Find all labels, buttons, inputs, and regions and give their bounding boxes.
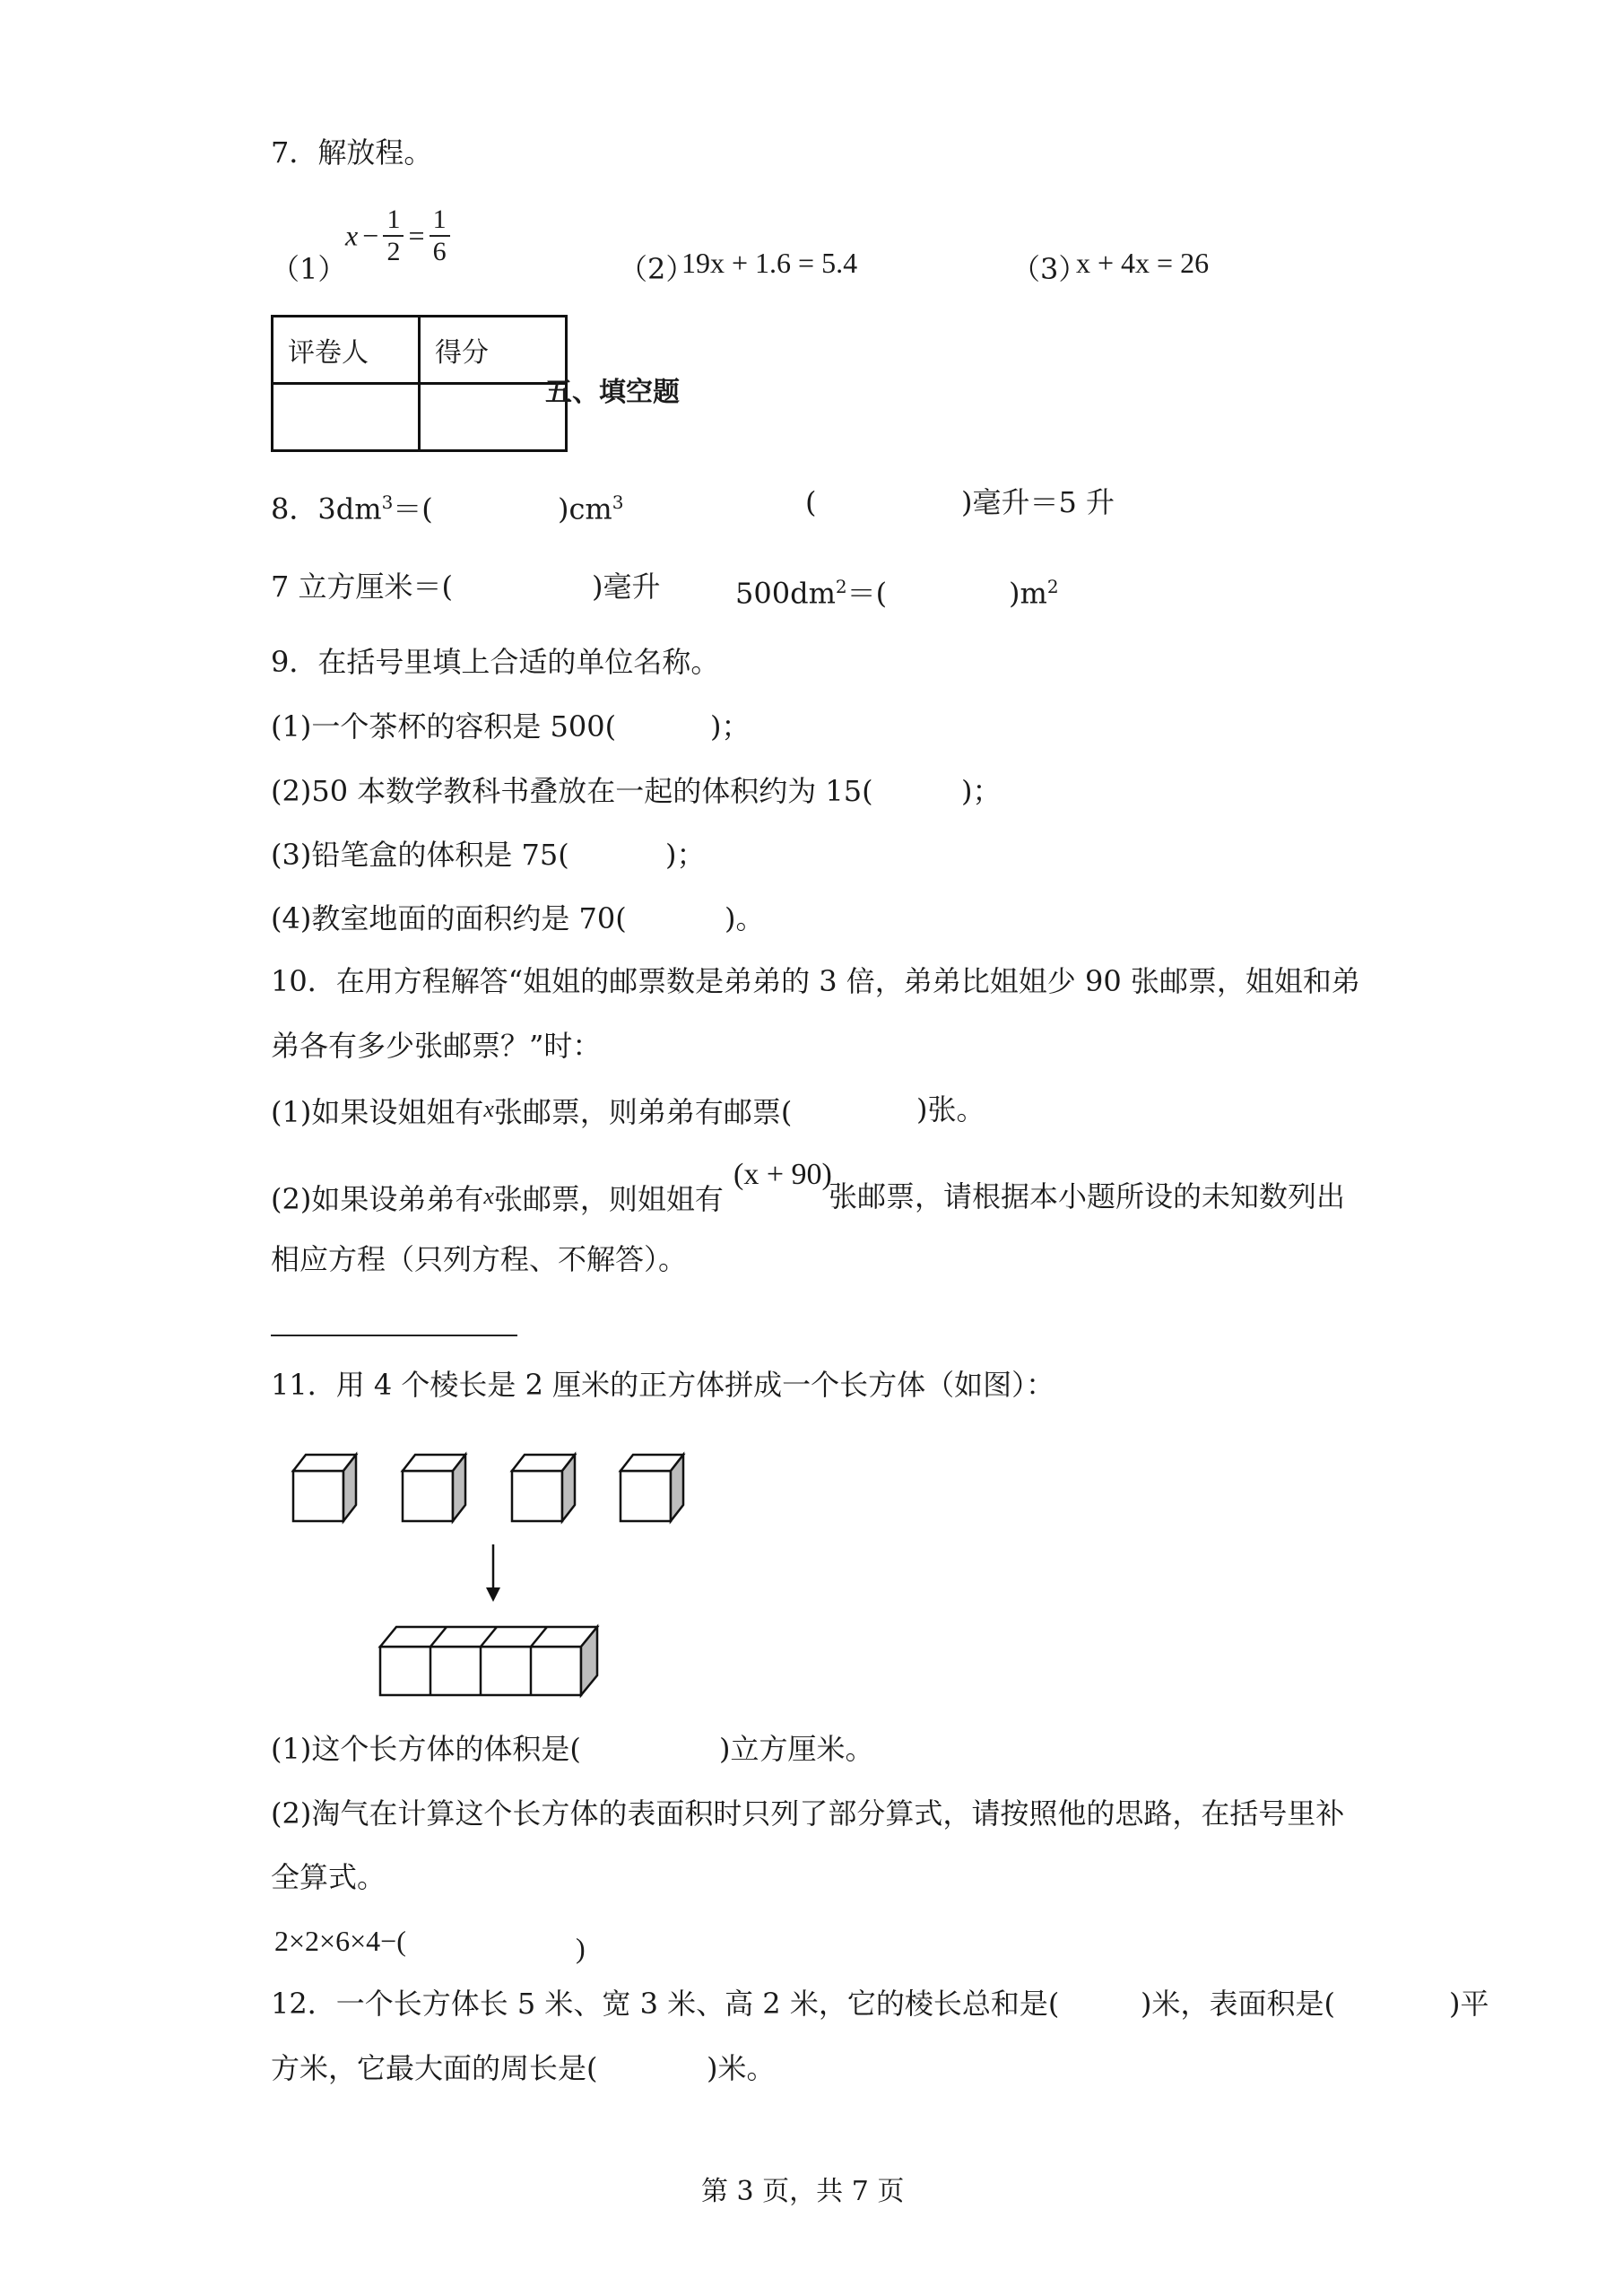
q7-part3-label: （3）	[1011, 252, 1088, 286]
q7-part3-equation: x + 4x = 26	[1076, 247, 1210, 279]
q10-sub-2-end: 张邮票，请根据本小题所设的未知数列出	[829, 1179, 1346, 1213]
q8-item-a-end: )$cm^3$	[558, 491, 624, 526]
q7-part1-label: （1）	[271, 252, 347, 286]
q10-sub-1-end: )张。	[916, 1092, 985, 1126]
q11-expression-end: )	[576, 1932, 586, 1964]
q7-part1-equation: x − $\frac{1}{2}$ = $\frac{1}{6}$	[345, 204, 450, 267]
cube-4	[621, 1455, 683, 1521]
q7-part2-label: （2）	[619, 252, 695, 286]
q11-sub-1: (1)这个长方体的体积是(	[271, 1732, 581, 1766]
grader-cell	[273, 384, 420, 451]
score-cell	[420, 384, 567, 451]
score-header: 得分	[420, 317, 567, 384]
q9-line-2-end: )；	[961, 774, 1002, 808]
cube-2	[403, 1455, 465, 1521]
q11-sub-2-line-1: (2)淘气在计算这个长方体的表面积时只列了部分算式，请按照他的思路，在括号里补	[271, 1796, 1345, 1831]
q9-line-2: (2)50 本数学教科书叠放在一起的体积约为 15(	[271, 774, 873, 808]
q9-title: 9．在括号里填上合适的单位名称。	[271, 645, 720, 679]
q7-part2-equation: 19x + 1.6 = 5.4	[681, 247, 858, 279]
section-title: 五、填空题	[545, 377, 680, 408]
cube-3	[512, 1455, 575, 1521]
combined-cuboid	[380, 1627, 597, 1695]
down-arrow-icon	[486, 1544, 500, 1602]
q10-line-2: 弟各有多少张邮票？”时：	[271, 1029, 602, 1063]
q11-sub-2-line-2: 全算式。	[271, 1860, 386, 1894]
q9-line-1: (1)一个茶杯的容积是 500(	[271, 709, 617, 744]
answer-line[interactable]	[271, 1335, 517, 1336]
q10-line-1: 10．在用方程解答“姐姐的邮票数是弟弟的 3 倍，弟弟比姐姐少 90 张邮票，姐姐和弟	[271, 964, 1360, 998]
q10-expression: (x + 90)	[733, 1158, 832, 1191]
q12-line-1-end: )平	[1449, 1987, 1489, 2021]
fraction-one-half: $\frac{1}{2}$	[383, 204, 404, 267]
q10-sub-1: (1)如果设姐姐有x张邮票，则弟弟有邮票(	[271, 1095, 793, 1129]
score-table	[271, 315, 568, 452]
q12-line-2-end: )米。	[707, 2051, 776, 2085]
q8-item-b-open: (	[805, 485, 817, 519]
q10-sub-2: (2)如果设弟弟有x张邮票，则姐姐有	[271, 1182, 724, 1216]
q11-expression: 2×2×6×4−(	[274, 1925, 406, 1957]
q12-line-1-mid: )米，表面积是(	[1141, 1987, 1335, 2021]
page-number: 第 3 页，共 7 页	[701, 2176, 905, 2207]
fraction-one-sixth: $\frac{1}{6}$	[430, 204, 450, 267]
q9-line-3-end: )；	[665, 838, 706, 872]
q11-sub-1-end: )立方厘米。	[719, 1732, 874, 1766]
q7-title: 7．解放程。	[271, 135, 433, 170]
q8-item-d-end: )$m^2$	[1009, 576, 1059, 611]
q9-line-4-end: )。	[725, 901, 765, 935]
q11-title: 11．用 4 个棱长是 2 厘米的正方体拼成一个长方体（如图）：	[271, 1368, 1055, 1402]
q8-item-c-end: )毫升	[592, 570, 661, 604]
cube-1	[293, 1455, 356, 1521]
q8-item-b: )毫升＝5 升	[961, 485, 1115, 519]
q8-item-a: 8．$3dm^3=$(	[271, 491, 433, 526]
q9-line-1-end: )；	[710, 709, 751, 744]
cube-figure	[269, 1435, 717, 1704]
q12-line-2: 方米，它最大面的周长是(	[271, 2051, 598, 2085]
grader-header: 评卷人	[273, 317, 420, 384]
q8-item-d: $500dm^2=$(	[735, 576, 888, 611]
q9-line-3: (3)铅笔盒的体积是 75(	[271, 838, 569, 872]
q12-line-1: 12．一个长方体长 5 米、宽 3 米、高 2 米，它的棱长总和是(	[271, 1987, 1060, 2021]
q9-line-4: (4)教室地面的面积约是 70(	[271, 901, 627, 935]
q10-sub-2-line-2: 相应方程（只列方程、不解答）。	[271, 1242, 688, 1276]
q8-item-c: 7 立方厘米＝(	[271, 570, 454, 604]
